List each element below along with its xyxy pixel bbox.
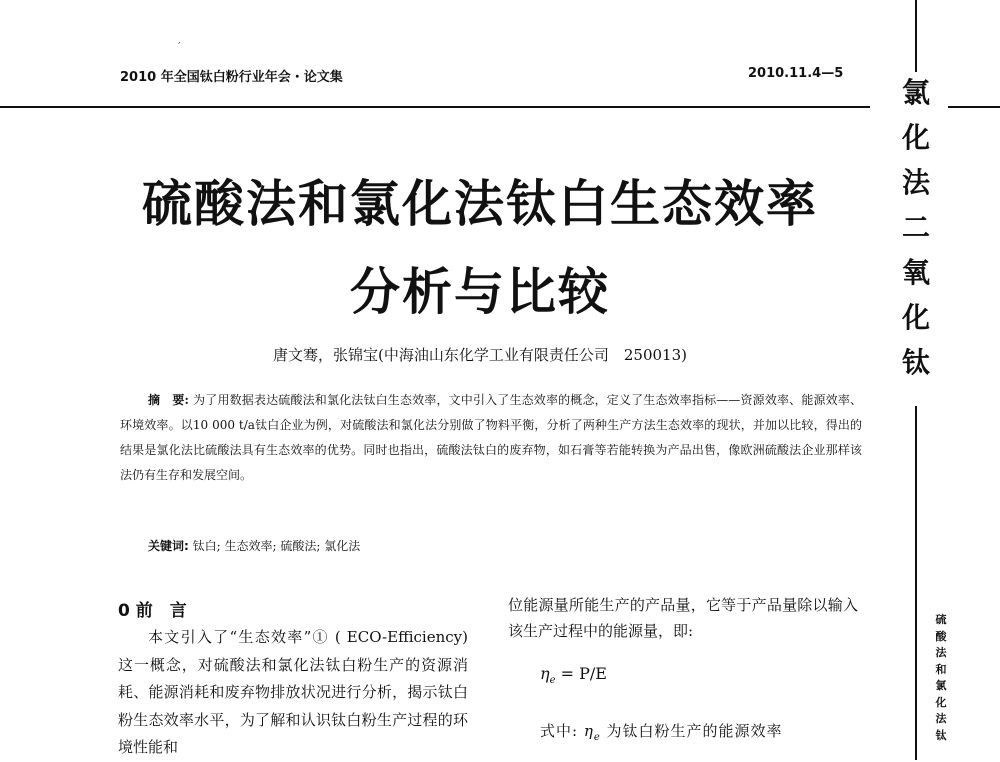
formula-subscript: e [549, 675, 556, 687]
spine-small-char: 氯 [935, 679, 947, 692]
spine-char: 氯 [901, 76, 930, 109]
intro-paragraph: 本文引入了“生态效率”① ( ECO-Efficiency) 这一概念，对硫酸法和氯化法钛白粉生产的资源消耗、能源消耗和废弃物排放状况进行分析，揭示钛白粉生态效率水平，为了解和认识钛白粉生产过程的环境性能和 [118, 628, 468, 756]
spine-small-char: 法 [935, 646, 947, 659]
running-header-left: 2010 年全国钛白粉行业年会・论文集 [120, 70, 343, 85]
keywords-label: 关键词: [148, 539, 189, 553]
author-line: 唐文骞，张锦宝(中海油山东化学工业有限责任公司 250013) [273, 346, 687, 364]
spine-char: 法 [901, 166, 930, 199]
spine-title-large [892, 70, 940, 385]
spine-small-char: 硫 [935, 613, 947, 626]
abstract [120, 388, 862, 488]
spine-small-char: 酸 [935, 629, 947, 643]
header-rule [0, 106, 870, 108]
formula-explanation [540, 720, 783, 743]
spine-char: 化 [901, 301, 930, 334]
formula-rhs: = P/E [555, 664, 607, 683]
where-subscript: e [593, 732, 601, 743]
where-lead: 式中: [540, 722, 584, 740]
spine-char: 氧 [901, 256, 930, 289]
paper-title-line-1: 硫酸法和氯化法钛白生态效率 [142, 175, 818, 233]
scan-mark: ′ [178, 40, 181, 53]
spine-char: 二 [901, 211, 930, 244]
spine-rule-middle [915, 406, 917, 760]
paper-title [100, 160, 860, 336]
spine-small-char: 钛 [935, 728, 947, 742]
running-header-date: 2010.11.4—5 [748, 66, 844, 81]
where-text: 为钛白粉生产的能源效率 [600, 722, 783, 740]
spine-small-char: 和 [935, 662, 947, 676]
spine-small-char: 法 [935, 712, 947, 725]
spine-char: 化 [901, 121, 930, 154]
where-symbol: η [583, 722, 594, 740]
keywords-text: 钛白; 生态效率; 硫酸法; 氯化法 [192, 539, 361, 553]
paper-title-line-2: 分析与比较 [350, 263, 610, 321]
abstract-label: 摘 要: [148, 393, 189, 407]
spine-char: 钛 [901, 346, 930, 379]
spine-rule-top [915, 0, 917, 72]
energy-efficiency-formula [540, 664, 607, 686]
left-column [118, 624, 468, 762]
section-heading: 0 前 言 [118, 601, 187, 621]
header-rule-right [948, 106, 1000, 108]
formula-symbol: η [540, 664, 550, 683]
keywords [148, 537, 360, 554]
right-column-paragraph: 位能源量所能生产的产品量，它等于产品量除以输入该生产过程中的能源量，即: [508, 596, 858, 640]
abstract-text: 为了用数据表达硫酸法和氯化法钛白生态效率，文中引入了生态效率的概念，定义了生态效率指标——资源效率、能源效率、环境效率。以10 000 t/a钛白企业为例，对硫酸法和氯化法分别做了物料平衡，分析了两种生产方法生态效率的现状，并加以比较，得出的结果是氯化法比硫酸法具有生态效率的优势。同时也指出，硫酸法钛白的废弃物，如石膏等若能转换为产品出售，像欧洲硫酸法企业那样该法仍有生存和发展空间。 [120, 393, 862, 482]
spine-small-char: 化 [935, 695, 947, 709]
spine-title-small [933, 612, 949, 744]
